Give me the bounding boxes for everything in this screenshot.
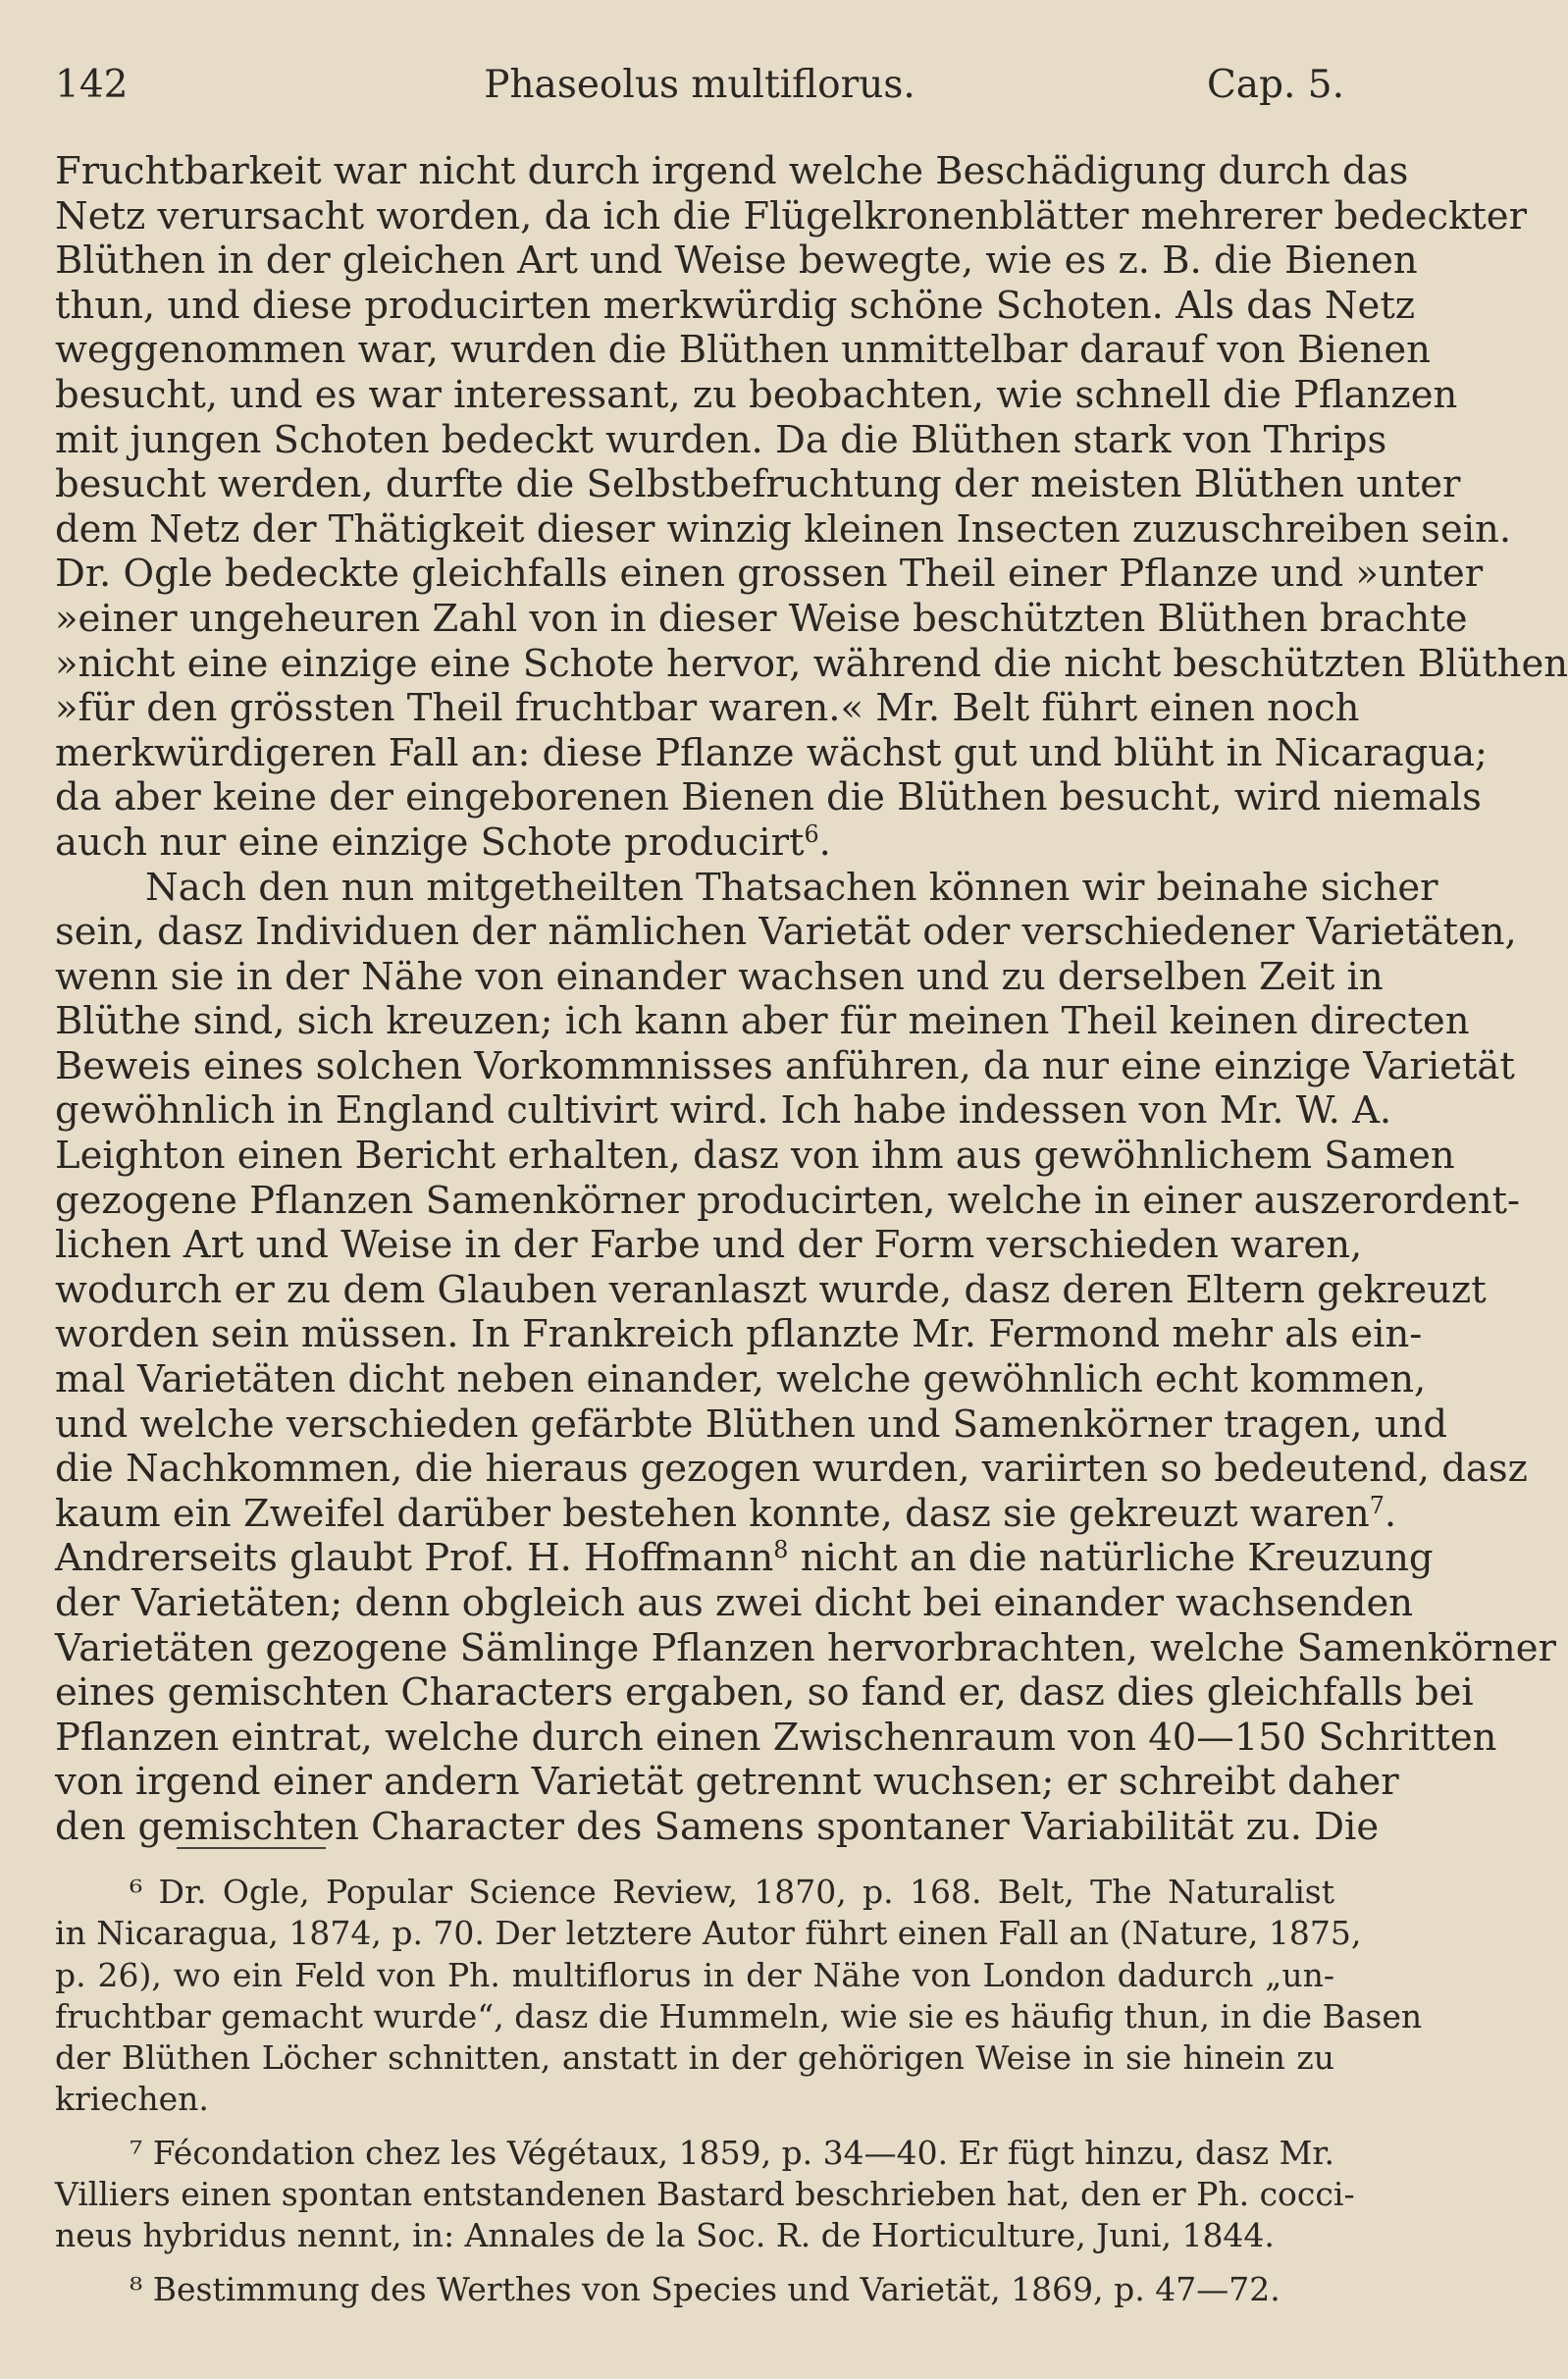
line-tail: nicht an die natürliche Kreuzung — [788, 1536, 1434, 1581]
text-line — [55, 1715, 1497, 1761]
footnote-line — [55, 2174, 1355, 2215]
line-text: Beweis eines solchen Vorkommnisses anführen, da nur eine einzige Varietät — [55, 1043, 1515, 1088]
footnote-line — [55, 2269, 1334, 2310]
line-text: Blüthen in der gleichen Art und Weise bewegte, wie es z. B. die Bienen — [55, 238, 1418, 284]
line-text: »für den grössten Theil fruchtbar waren.« Mr. Belt führt einen noch — [55, 686, 1360, 731]
line-text: da aber keine der eingeborenen Bienen die Blüthen besucht, wird niemals — [55, 775, 1482, 820]
text-line — [55, 641, 1568, 687]
text-line — [55, 328, 1431, 373]
line-text: von irgend einer andern Varietät getrennt wuchsen; er schreibt daher — [55, 1760, 1399, 1805]
line-text: thun, und diese producirten merkwürdig schöne Schoten. Als das Netz — [55, 283, 1416, 328]
text-line — [55, 1536, 1434, 1581]
running-header — [55, 63, 1344, 118]
text-line — [55, 193, 1527, 239]
line-text: die Nachkommen, die hieraus gezogen wurden, variirten so bedeutend, dasz — [55, 1447, 1528, 1492]
line-text: »nicht eine einzige eine Schote hervor, während die nicht beschützten Blüthen — [55, 641, 1568, 686]
line-text: mit jungen Schoten bedeckt wurden. Da die Blüthen stark von Thrips — [55, 417, 1387, 462]
text-line — [55, 1088, 1392, 1134]
line-tail: . — [818, 819, 831, 865]
text-line — [55, 1357, 1427, 1402]
text-line — [55, 1134, 1455, 1179]
line-text: sein, dasz Individuen der nämlichen Varietät oder verschiedener Varietäten, — [55, 910, 1517, 955]
line-text: lichen Art und Weise in der Farbe und der Form verschieden waren, — [55, 1223, 1363, 1268]
text-line — [55, 1491, 1397, 1537]
line-text: p. 26), wo ein Feld von Ph. multiflorus in der Nähe von London dadurch „un- — [55, 1955, 1334, 1994]
line-text: Leighton einen Bericht erhalten, dasz von ihm aus gewöhnlichem Samen — [55, 1134, 1455, 1179]
line-text: ⁸ Bestimmung des Werthes von Species und Varietät, 1869, p. 47—72. — [130, 2269, 1281, 2308]
text-line — [55, 954, 1384, 1000]
text-line — [55, 283, 1416, 329]
text-line — [55, 910, 1517, 955]
text-line — [55, 1581, 1414, 1626]
line-text: neus hybridus nennt, in: Annales de la Soc. R. de Horticulture, Juni, 1844. — [55, 2216, 1275, 2255]
line-text: kaum ein Zweifel darüber bestehen konnte, dasz sie gekreuzt waren — [55, 1491, 1370, 1536]
footnote-line — [55, 2133, 1334, 2174]
line-text: in Nicaragua, 1874, p. 70. Der letztere Autor führt einen Fall an (Nature, 1875, — [55, 1914, 1362, 1953]
line-text: Nach den nun mitgetheilten Thatsachen können wir beinahe sicher — [145, 865, 1438, 910]
text-line — [55, 149, 1409, 194]
text-line — [55, 1760, 1399, 1805]
line-text: mal Varietäten dicht neben einander, welche gewöhnlich echt kommen, — [55, 1357, 1427, 1402]
text-line — [55, 1223, 1363, 1268]
line-text: Fruchtbarkeit war nicht durch irgend welche Beschädigung durch das — [55, 149, 1409, 193]
text-line — [55, 1178, 1520, 1224]
text-line — [55, 999, 1470, 1044]
text-line — [55, 1447, 1528, 1492]
footnote-divider — [177, 1847, 326, 1849]
line-text: »einer ungeheuren Zahl von in dieser Weise beschützten Blüthen brachte — [55, 596, 1468, 641]
line-text: Pflanzen eintrat, welche durch einen Zwischenraum von 40—150 Schritten — [55, 1715, 1497, 1760]
text-line — [55, 820, 1334, 866]
line-text: und welche verschieden gefärbte Blüthen und Samenkörner tragen, und — [55, 1401, 1447, 1447]
line-text: gewöhnlich in England cultivirt wird. Ich habe indessen von Mr. W. A. — [55, 1088, 1392, 1134]
line-text: besucht, und es war interessant, zu beobachten, wie schnell die Pflanzen — [55, 372, 1458, 417]
footnote-marker: 7 — [1369, 1491, 1385, 1519]
footnote-line — [55, 1872, 1334, 1913]
line-text: Netz verursacht worden, da ich die Flügelkronenblätter mehrerer bedeckter — [55, 193, 1527, 238]
text-line — [55, 506, 1512, 553]
text-line — [55, 865, 1438, 911]
line-text: gezogene Pflanzen Samenkörner producirten, welche in einer auszerordent- — [55, 1178, 1520, 1223]
chapter-label: Cap. 5. — [1206, 63, 1344, 107]
line-text: fruchtbar gemacht wurde“, dasz die Hummeln, wie sie es häufig thun, in die Basen — [55, 1996, 1423, 2035]
body-text — [55, 149, 1568, 1850]
text-line — [55, 1267, 1487, 1313]
text-line — [55, 417, 1387, 463]
footnote-marker: 8 — [773, 1536, 789, 1564]
text-line — [55, 238, 1418, 284]
line-text: weggenommen war, wurden die Blüthen unmittelbar darauf von Bienen — [55, 328, 1431, 373]
line-text: auch nur eine einzige Schote producirt — [55, 819, 805, 865]
line-text: Varietäten gezogene Sämlinge Pflanzen hervorbrachten, welche Samenkörner — [55, 1625, 1556, 1670]
footnote — [55, 2133, 1355, 2257]
footnote-line — [55, 1955, 1334, 1996]
footnote — [55, 2269, 1334, 2310]
line-text: eines gemischten Characters ergaben, so fand er, dasz dies gleichfalls bei — [55, 1670, 1474, 1716]
line-text: ⁷ Fécondation chez les Végétaux, 1859, p. 34—40. Er fügt hinzu, dasz Mr. — [130, 2133, 1335, 2172]
text-line — [55, 372, 1458, 418]
line-text: dem Netz der Thätigkeit dieser winzig kleinen Insecten zuzuschreiben sein. — [55, 506, 1512, 552]
text-line — [55, 1670, 1474, 1716]
line-text: der Varietäten; denn obgleich aus zwei dicht bei einander wachsenden — [55, 1581, 1414, 1625]
footnote-line — [55, 1913, 1362, 1954]
line-text: ⁶ Dr. Ogle, Popular Science Review, 1870, p. 168. Belt, The Naturalist — [130, 1873, 1334, 1911]
line-tail: . — [1384, 1491, 1397, 1536]
line-text: Blüthe sind, sich kreuzen; ich kann aber für meinen Theil keinen directen — [55, 999, 1470, 1044]
running-title: Phaseolus multiflorus. — [484, 63, 915, 107]
line-text: besucht werden, durfte die Selbstbefruchtung der meisten Blüthen unter — [55, 462, 1461, 507]
line-text: Dr. Ogle bedeckte gleichfalls einen grossen Theil einer Pflanze und »unter — [55, 552, 1484, 597]
line-text: merkwürdigeren Fall an: diese Pflanze wächst gut und blüht in Nicaragua; — [55, 730, 1489, 775]
text-line — [55, 730, 1489, 776]
text-line — [55, 1401, 1447, 1448]
line-text: den gemischten Character des Samens spontaner Variabilität zu. Die — [55, 1804, 1380, 1849]
text-line — [55, 596, 1468, 642]
text-line — [55, 1804, 1380, 1850]
text-line — [55, 462, 1461, 507]
line-text: Andrerseits glaubt Prof. H. Hoffmann — [55, 1536, 774, 1581]
footnote — [55, 1872, 1423, 2121]
text-line — [55, 775, 1482, 820]
text-line — [55, 1312, 1423, 1357]
line-text: wodurch er zu dem Glauben veranlaszt wurde, dasz deren Eltern gekreuzt — [55, 1267, 1487, 1312]
footnotes — [55, 1872, 1423, 2322]
text-line — [55, 552, 1484, 597]
line-text: der Blüthen Löcher schnitten, anstatt in der gehörigen Weise in sie hinein zu — [55, 2038, 1334, 2078]
footnote-line — [55, 2037, 1334, 2079]
line-text: worden sein müssen. In Frankreich pflanzte Mr. Fermond mehr als ein- — [55, 1312, 1423, 1357]
line-text: wenn sie in der Nähe von einander wachsen und zu derselben Zeit in — [55, 954, 1384, 999]
page-number: 142 — [55, 63, 129, 107]
footnote-line — [55, 2079, 1334, 2120]
footnote-line — [55, 2215, 1334, 2256]
text-line — [55, 686, 1360, 731]
line-text: kriechen. — [55, 2080, 209, 2119]
text-line — [55, 1043, 1515, 1089]
footnote-marker: 6 — [804, 819, 819, 848]
line-text: Villiers einen spontan entstandenen Bastard beschrieben hat, den er Ph. cocci- — [55, 2175, 1355, 2214]
footnote-line — [55, 1996, 1423, 2037]
text-line — [55, 1625, 1556, 1671]
